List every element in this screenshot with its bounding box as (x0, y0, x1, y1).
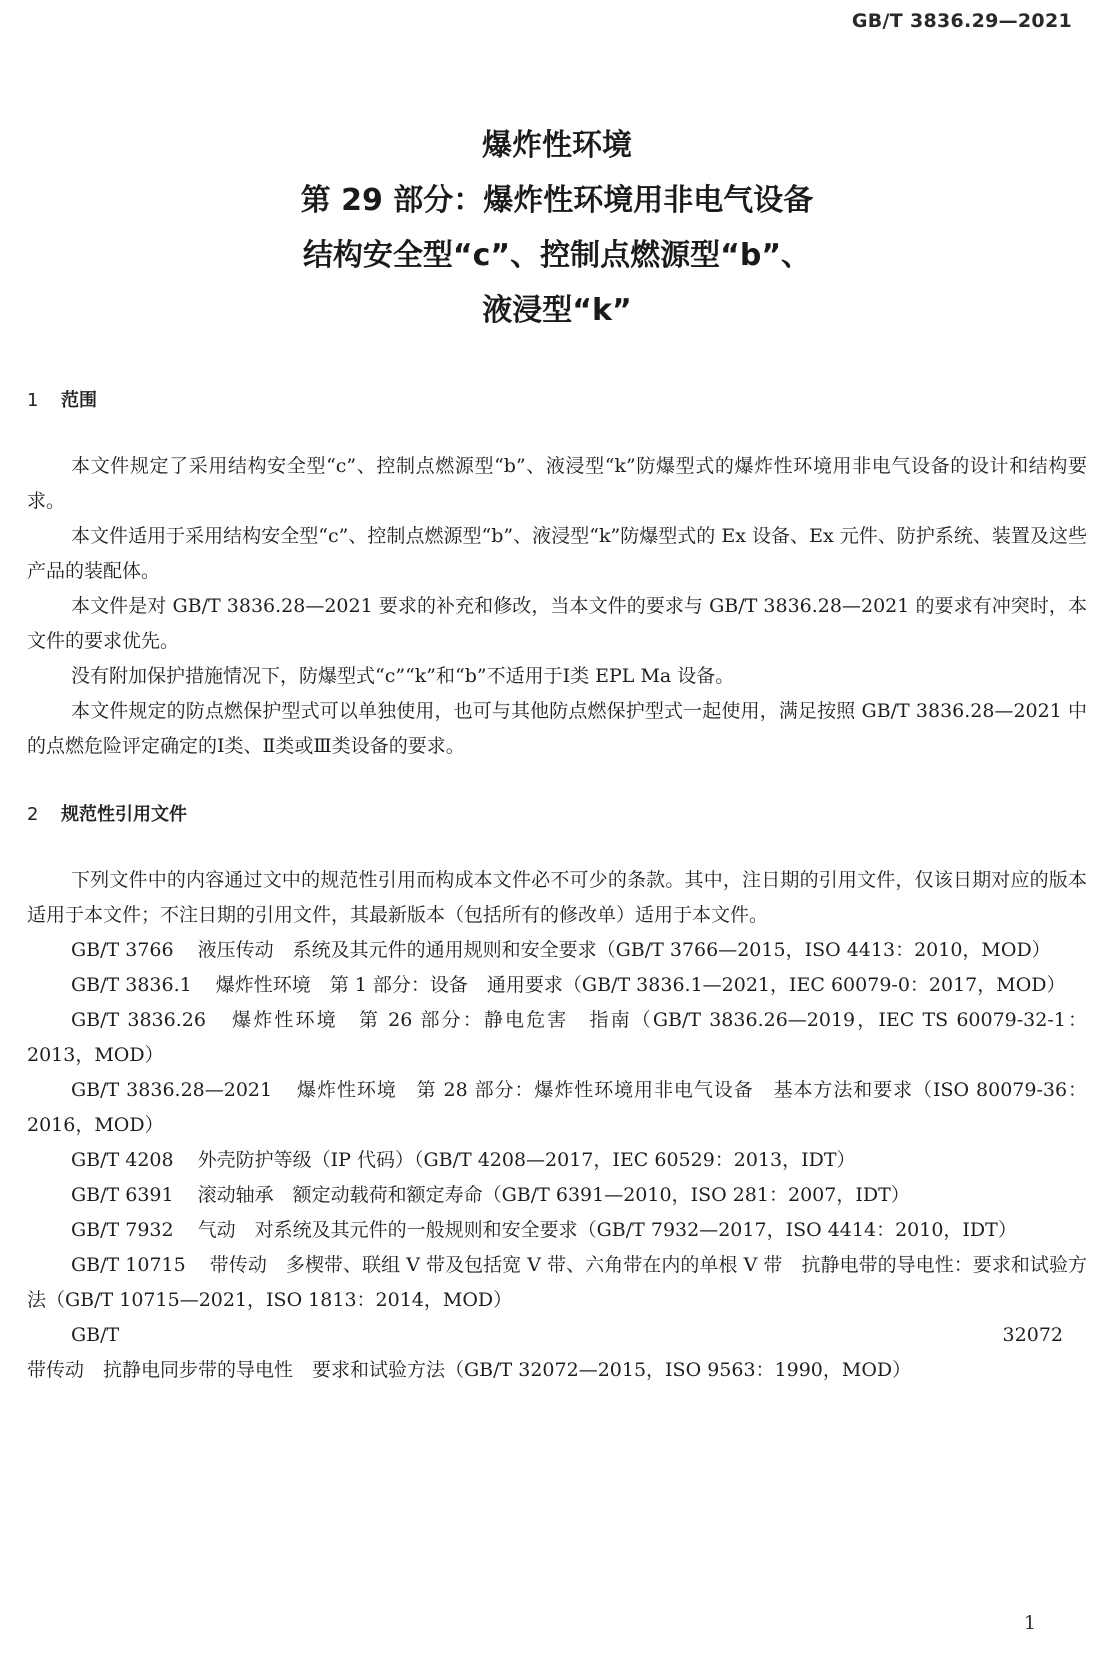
reference-code: GB/T 3836.1 (71, 974, 192, 996)
reference-code: GB/T 32072 (71, 1324, 1063, 1346)
reference-code: GB/T 7932 (71, 1219, 174, 1241)
title-line: 液浸型“k” (482, 293, 632, 328)
reference-code: GB/T 3836.26 (71, 1009, 206, 1031)
paragraph: 下列文件中的内容通过文中的规范性引用而构成本文件必不可少的条款。其中，注日期的引用文件，仅该日期对应的版本适用于本文件；不注日期的引用文件，其最新版本（包括所有的修改单）适用于本文件。 (27, 869, 1087, 926)
reference-code: GB/T 3766 (71, 939, 174, 961)
reference-code: GB/T 4208 (71, 1149, 174, 1171)
paragraph: 没有附加保护措施情况下，防爆型式“c”“k”和“b”不适用于Ⅰ类 EPL Ma 设备。 (71, 665, 735, 687)
reference-entry (27, 1178, 1087, 1213)
reference-code: GB/T 6391 (71, 1184, 174, 1206)
reference-entry (27, 1248, 1087, 1318)
reference-title: 爆炸性环境 第 1 部分：设备 通用要求（GB/T 3836.1—2021，IEC 60079-0：2017，MOD） (215, 974, 1066, 996)
document-title (0, 118, 1114, 338)
reference-title: 爆炸性环境 第 26 部分：静电危害 指南（GB/T 3836.26—2019，IEC TS 60079-32-1：2013，MOD） (27, 1009, 1087, 1066)
reference-entry (27, 1073, 1087, 1143)
reference-title: 带传动 抗静电同步带的导电性 要求和试验方法（GB/T 32072—2015，ISO 9563：1990，MOD） (27, 1359, 912, 1381)
reference-code: GB/T 3836.28—2021 (71, 1079, 273, 1101)
paragraph: 本文件规定的防点燃保护型式可以单独使用，也可与其他防点燃保护型式一起使用，满足按照 GB/T 3836.28—2021 中的点燃危险评定确定的Ⅰ类、Ⅱ类或Ⅲ类设备的要求。 (27, 700, 1087, 757)
section-title: 范围 (61, 390, 97, 411)
section-body-normative-references (27, 863, 1087, 1388)
section-number: 2 (27, 804, 39, 825)
title-line: 第 29 部分：爆炸性环境用非电气设备 (300, 183, 814, 218)
reference-entry (27, 1318, 1087, 1388)
page-number: 1 (1023, 1612, 1036, 1634)
reference-title: 气动 对系统及其元件的一般规则和安全要求（GB/T 7932—2017，ISO 4414：2010，IDT） (197, 1219, 1017, 1241)
reference-title: 液压传动 系统及其元件的通用规则和安全要求（GB/T 3766—2015，ISO 4413：2010，MOD） (197, 939, 1051, 961)
reference-code: GB/T 10715 (71, 1254, 186, 1276)
reference-entry (27, 1003, 1087, 1073)
reference-entry (27, 933, 1087, 968)
reference-title: 带传动 多楔带、联组 V 带及包括宽 V 带、六角带在内的单根 V 带 抗静电带的导电性：要求和试验方法（GB/T 10715—2021，ISO 1813：2014，MOD） (27, 1254, 1087, 1311)
standard-number: GB/T 3836.29—2021 (851, 10, 1072, 32)
paragraph: 本文件适用于采用结构安全型“c”、控制点燃源型“b”、液浸型“k”防爆型式的 Ex 设备、Ex 元件、防护系统、装置及这些产品的装配体。 (27, 525, 1087, 582)
section-title: 规范性引用文件 (61, 804, 187, 825)
reference-title: 爆炸性环境 第 28 部分：爆炸性环境用非电气设备 基本方法和要求（ISO 80079-36：2016，MOD） (27, 1079, 1087, 1136)
reference-entry (27, 968, 1087, 1003)
section-number: 1 (27, 390, 39, 411)
paragraph: 本文件规定了采用结构安全型“c”、控制点燃源型“b”、液浸型“k”防爆型式的爆炸性环境用非电气设备的设计和结构要求。 (27, 455, 1087, 512)
section-body-scope (27, 449, 1087, 764)
title-line: 结构安全型“c”、控制点燃源型“b”、 (302, 238, 812, 273)
section-heading-normative-references (27, 800, 187, 826)
reference-title: 外壳防护等级（IP 代码）（GB/T 4208—2017，IEC 60529：2013，IDT） (197, 1149, 856, 1171)
reference-title: 滚动轴承 额定动载荷和额定寿命（GB/T 6391—2010，ISO 281：2007，IDT） (197, 1184, 910, 1206)
reference-entry (27, 1143, 1087, 1178)
title-line: 爆炸性环境 (482, 128, 632, 163)
paragraph: 本文件是对 GB/T 3836.28—2021 要求的补充和修改，当本文件的要求与 GB/T 3836.28—2021 的要求有冲突时，本文件的要求优先。 (27, 595, 1087, 652)
section-heading-scope (27, 386, 97, 412)
reference-entry (27, 1213, 1087, 1248)
